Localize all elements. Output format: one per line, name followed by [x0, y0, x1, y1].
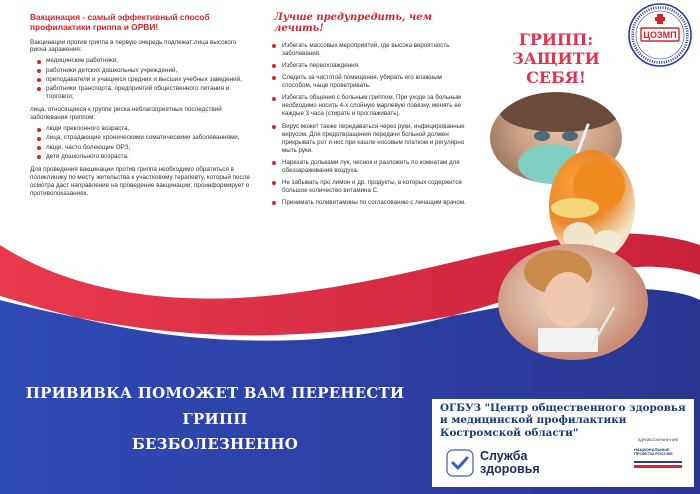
list-item: Избегать переохлаждения.: [268, 62, 468, 70]
list-item: Следить за чистотой помещения, убирать его влажным способом, чаще проветривать.: [268, 74, 468, 90]
service-line1: Служба: [480, 449, 528, 464]
list-item: работники транспорта, предприятий общественного питания и торговли;: [30, 85, 250, 101]
list-item: преподаватели и учащиеся средних и высших учебных заведений,: [30, 76, 250, 84]
prevention-title: Лучше предупредить, чем лечить!: [274, 12, 432, 34]
vaccination-outro: Для проведения вакцинации против гриппа необходимо обратиться в поликлинику по месту жительства к участковому терапевту, который после осмотра даст направление на проведение вакцинации; проинформирует о противопоказаниях.: [30, 165, 250, 197]
flu-title: [486, 30, 626, 88]
list-item: Избегать массовых мероприятий, где высока вероятность заболевания.: [268, 42, 468, 58]
cozmp-logo: [627, 2, 693, 68]
logo-text: ЦОЗМП: [643, 30, 677, 40]
complication-group-list: [30, 125, 250, 161]
health-service-logo: [446, 449, 540, 477]
list-item: люди, часто болеющие ОРЗ,: [30, 144, 250, 152]
list-item: Не забывать про лимон и др. продукты, в которых содержится большое количество витамина С.: [268, 179, 468, 195]
slogan-line2: БЕЗБОЛЕЗНЕННО: [131, 435, 299, 453]
list-item: люди преклонного возраста,: [30, 125, 250, 133]
vaccination-column: [30, 12, 250, 198]
check-heart-icon: [446, 449, 474, 477]
list-item: Принимать поливитамины по согласованию с лечащим врачом.: [268, 199, 468, 207]
list-item: работники детских дошкольных учреждений,: [30, 67, 250, 75]
service-line2: здоровья: [480, 462, 540, 476]
list-item: лица, страдающие хроническими соматическими заболеваниями,: [30, 134, 250, 142]
risk-intro: Вакцинации против гриппа в первую очередь подлежат:лица высокого риска заражения:: [30, 38, 237, 54]
prevention-list: [268, 42, 468, 207]
organization-box: [432, 399, 694, 487]
natproject-text: НАЦИОНАЛЬНЫЕ ПРОЕКТЫ РОССИИ: [634, 447, 673, 457]
list-item: Избегать общения с больным гриппом. При уходе за больным необходимо носить 4-х слойную марлевую повязку, менять ее каждые 3 часа (стирать и проглаживать).: [268, 94, 468, 118]
prevention-column: [268, 12, 468, 211]
list-item: Вирус может также передаваться через руки, инфицированные вирусом. Для предотвращения передачи больной должен прикрывать рот и нос при кашле носовым платком и регулярно мыть руки.: [268, 123, 468, 155]
complication-intro: лица, относящиеся к группе риска неблагоприятных последствий заболевания гриппом:: [30, 106, 222, 122]
sick-woman-photo: [498, 244, 648, 360]
flu-title-line2: ЗАЩИТИ СЕБЯ!: [512, 49, 600, 88]
flu-title-line1: ГРИПП:: [518, 30, 594, 49]
vaccination-heading: Вакцинация - самый эффективный способ профилактики гриппа и ОРВИ!: [30, 12, 210, 33]
bottom-slogan: [0, 381, 430, 458]
slogan-line1: ПРИВИВКА ПОМОЖЕТ ВАМ ПЕРЕНЕСТИ ГРИПП: [25, 384, 405, 428]
organization-name: ОГБУЗ "Центр общественного здоровья и медицинской профилактики Костромской области": [440, 402, 686, 439]
list-item: медицинские работники,: [30, 57, 250, 65]
national-project-logo: [630, 437, 686, 483]
list-item: дети дошкольного возраста.: [30, 153, 250, 161]
natproject-caption: ЗДРАВООХРАНЕНИЕ: [637, 437, 679, 442]
list-item: Нарезать дольками лук, чеснок и разложить по комнатам для обеззараживания воздуха.: [268, 159, 468, 175]
risk-group-list: [30, 57, 250, 101]
